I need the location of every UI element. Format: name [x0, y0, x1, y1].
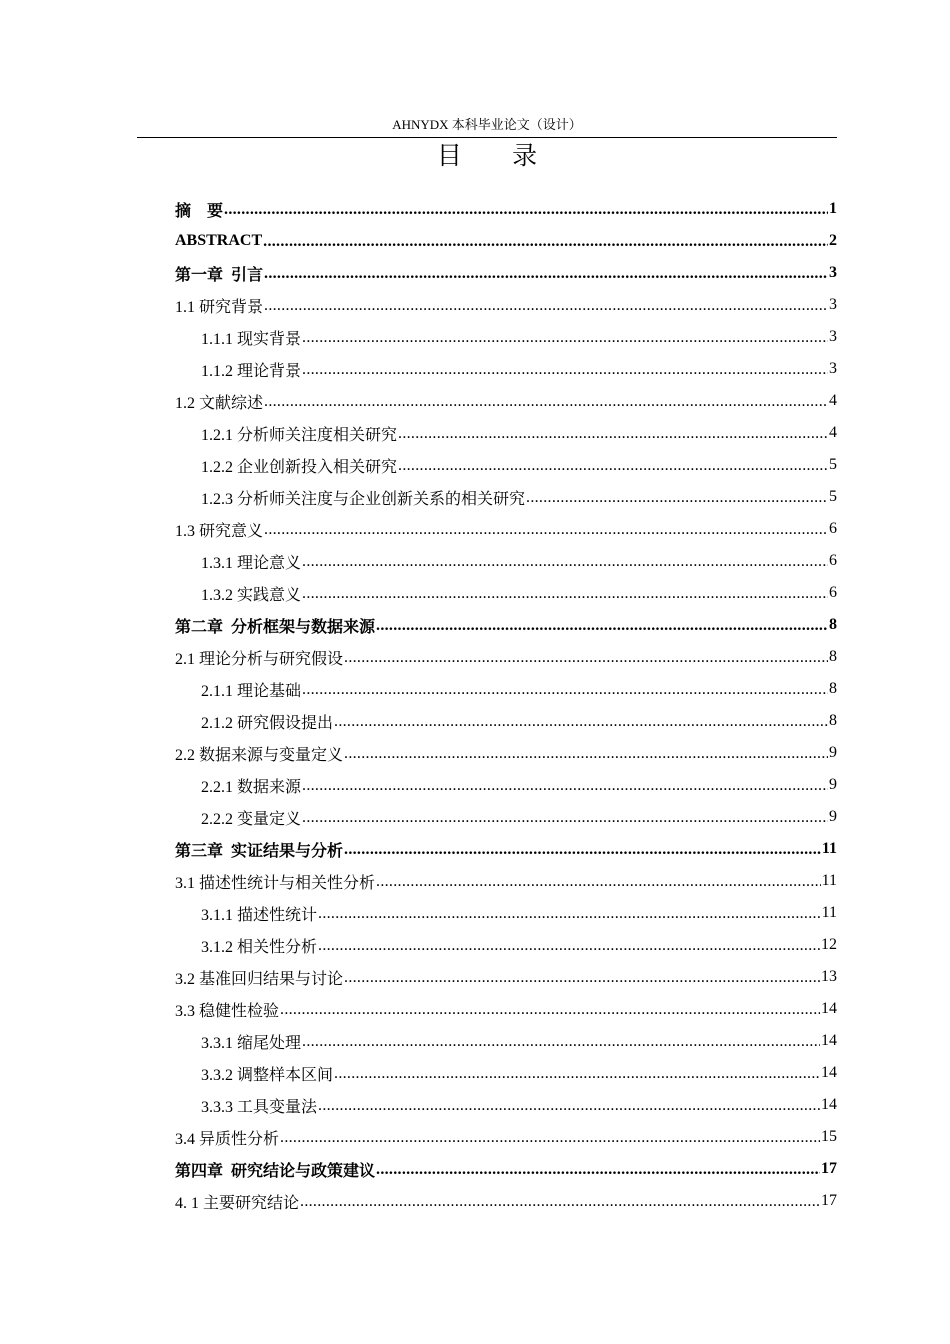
toc-entry-label: 1.2.1 分析师关注度相关研究: [201, 426, 398, 444]
dot-leader: [376, 1161, 820, 1179]
toc-entry[interactable]: [175, 801, 837, 833]
toc-entry[interactable]: [175, 833, 837, 865]
toc-entry-page-number: 15: [821, 1128, 837, 1145]
toc-entry[interactable]: [175, 513, 837, 545]
toc-entry-label: 1.3.1 理论意义: [201, 554, 302, 572]
toc-entry[interactable]: [175, 737, 837, 769]
toc-entry[interactable]: [175, 449, 837, 481]
toc-entry-label: 3.3.1 缩尾处理: [201, 1034, 302, 1052]
toc-entry-page-number: 6: [829, 584, 837, 601]
toc-entry[interactable]: [175, 385, 837, 417]
header-rule: [137, 137, 837, 138]
toc-entry-page-number: 13: [821, 968, 837, 985]
toc-entry[interactable]: [175, 225, 837, 257]
toc-entry-page-number: 11: [821, 840, 837, 857]
dot-leader: [302, 809, 828, 827]
dot-leader: [344, 841, 821, 859]
dot-leader: [263, 233, 828, 251]
toc-entry[interactable]: [175, 481, 837, 513]
dot-leader: [344, 745, 828, 763]
dot-leader: [300, 1193, 820, 1211]
toc-entry[interactable]: [175, 673, 837, 705]
dot-leader: [302, 1033, 820, 1051]
toc-entry-page-number: 17: [821, 1160, 837, 1177]
toc-entry-label: 3.1 描述性统计与相关性分析: [175, 874, 376, 892]
toc-entry-page-number: 6: [829, 552, 837, 569]
toc-entry[interactable]: [175, 417, 837, 449]
toc-entry-page-number: 4: [829, 392, 837, 409]
dot-leader: [302, 681, 828, 699]
dot-leader: [318, 905, 821, 923]
toc-entry-label: 1.1.1 现实背景: [201, 330, 302, 348]
toc-entry[interactable]: [175, 993, 837, 1025]
toc-entry[interactable]: [175, 865, 837, 897]
toc-entry-label: 4. 1 主要研究结论: [175, 1194, 300, 1212]
toc-entry-page-number: 5: [829, 488, 837, 505]
toc-entry-page-number: 17: [821, 1192, 837, 1209]
dot-leader: [334, 1065, 820, 1083]
toc-entry-label: 2.2.2 变量定义: [201, 810, 302, 828]
toc-entry-label: 3.3.3 工具变量法: [201, 1098, 318, 1116]
toc-entry-page-number: 1: [829, 200, 837, 217]
toc-entry-label: 3.2 基准回归结果与讨论: [175, 970, 344, 988]
toc-entry-page-number: 9: [829, 776, 837, 793]
toc-entry-page-number: 14: [821, 1096, 837, 1113]
toc-entry-label: 1.2 文献综述: [175, 394, 264, 412]
running-header: AHNYDX 本科毕业论文（设计）: [392, 117, 582, 132]
toc-entry-label: 1.3.2 实践意义: [201, 586, 302, 604]
toc-entry-page-number: 6: [829, 520, 837, 537]
toc-entry[interactable]: [175, 641, 837, 673]
toc-entry[interactable]: [175, 193, 837, 225]
dot-leader: [264, 265, 828, 283]
dot-leader: [302, 361, 828, 379]
toc-entry[interactable]: [175, 897, 837, 929]
toc-entry-page-number: 3: [829, 264, 837, 281]
toc-entry-page-number: 11: [821, 904, 837, 921]
toc-entry-page-number: 8: [829, 712, 837, 729]
toc-entry[interactable]: [175, 289, 837, 321]
toc-entry-label: 1.2.2 企业创新投入相关研究: [201, 458, 398, 476]
table-of-contents: [175, 193, 837, 1217]
toc-entry[interactable]: [175, 353, 837, 385]
dot-leader: [344, 969, 820, 987]
toc-entry[interactable]: [175, 1057, 837, 1089]
toc-entry-label: 2.1 理论分析与研究假设: [175, 650, 344, 668]
toc-entry-label: 1.3 研究意义: [175, 522, 264, 540]
toc-entry[interactable]: [175, 1121, 837, 1153]
toc-entry-label: 第三章 实证结果与分析: [175, 842, 344, 860]
dot-leader: [264, 521, 828, 539]
toc-entry-page-number: 8: [829, 616, 837, 633]
toc-entry-page-number: 3: [829, 360, 837, 377]
toc-entry-page-number: 2: [829, 232, 837, 249]
toc-entry-label: 2.1.1 理论基础: [201, 682, 302, 700]
toc-entry-page-number: 3: [829, 296, 837, 313]
toc-entry-page-number: 8: [829, 648, 837, 665]
dot-leader: [398, 425, 828, 443]
toc-entry-label: 3.3 稳健性检验: [175, 1002, 280, 1020]
toc-entry[interactable]: [175, 545, 837, 577]
toc-entry-label: 2.2.1 数据来源: [201, 778, 302, 796]
toc-entry-label: ABSTRACT: [175, 232, 263, 249]
dot-leader: [318, 937, 820, 955]
dot-leader: [302, 329, 828, 347]
toc-entry[interactable]: [175, 1089, 837, 1121]
toc-entry-page-number: 11: [821, 872, 837, 889]
toc-entry-page-number: 9: [829, 744, 837, 761]
toc-entry-label: 3.1.1 描述性统计: [201, 906, 318, 924]
toc-entry-label: 3.4 异质性分析: [175, 1130, 280, 1148]
dot-leader: [302, 553, 828, 571]
toc-entry-page-number: 4: [829, 424, 837, 441]
toc-entry-page-number: 3: [829, 328, 837, 345]
dot-leader: [280, 1001, 820, 1019]
dot-leader: [264, 393, 828, 411]
dot-leader: [344, 649, 828, 667]
dot-leader: [318, 1097, 820, 1115]
toc-entry[interactable]: [175, 929, 837, 961]
toc-entry[interactable]: [175, 1185, 837, 1217]
toc-entry[interactable]: [175, 577, 837, 609]
toc-entry-page-number: 12: [821, 936, 837, 953]
toc-entry[interactable]: [175, 1153, 837, 1185]
toc-entry-label: 摘 要: [175, 202, 224, 220]
dot-leader: [398, 457, 828, 475]
dot-leader: [280, 1129, 820, 1147]
toc-entry[interactable]: [175, 609, 837, 641]
toc-entry-label: 1.1.2 理论背景: [201, 362, 302, 380]
toc-entry-page-number: 8: [829, 680, 837, 697]
dot-leader: [302, 585, 828, 603]
dot-leader: [302, 777, 828, 795]
toc-entry[interactable]: [175, 257, 837, 289]
toc-entry-label: 3.3.2 调整样本区间: [201, 1066, 334, 1084]
toc-title: 目 录: [436, 143, 560, 170]
dot-leader: [376, 617, 828, 635]
toc-entry-label: 3.1.2 相关性分析: [201, 938, 318, 956]
toc-entry-label: 2.1.2 研究假设提出: [201, 714, 334, 732]
toc-entry[interactable]: [175, 321, 837, 353]
toc-entry-label: 第二章 分析框架与数据来源: [175, 618, 376, 636]
toc-entry-page-number: 9: [829, 808, 837, 825]
toc-entry-label: 第一章 引言: [175, 266, 264, 284]
toc-entry-page-number: 14: [821, 1032, 837, 1049]
toc-entry-label: 2.2 数据来源与变量定义: [175, 746, 344, 764]
toc-entry[interactable]: [175, 769, 837, 801]
dot-leader: [526, 489, 828, 507]
toc-entry-page-number: 5: [829, 456, 837, 473]
toc-entry-page-number: 14: [821, 1000, 837, 1017]
toc-entry[interactable]: [175, 705, 837, 737]
toc-entry[interactable]: [175, 961, 837, 993]
toc-entry-label: 1.2.3 分析师关注度与企业创新关系的相关研究: [201, 490, 526, 508]
toc-entry[interactable]: [175, 1025, 837, 1057]
toc-entry-page-number: 14: [821, 1064, 837, 1081]
dot-leader: [376, 873, 821, 891]
toc-entry-label: 第四章 研究结论与政策建议: [175, 1162, 376, 1180]
toc-entry-label: 1.1 研究背景: [175, 298, 264, 316]
dot-leader: [224, 201, 828, 219]
dot-leader: [334, 713, 828, 731]
dot-leader: [264, 297, 828, 315]
